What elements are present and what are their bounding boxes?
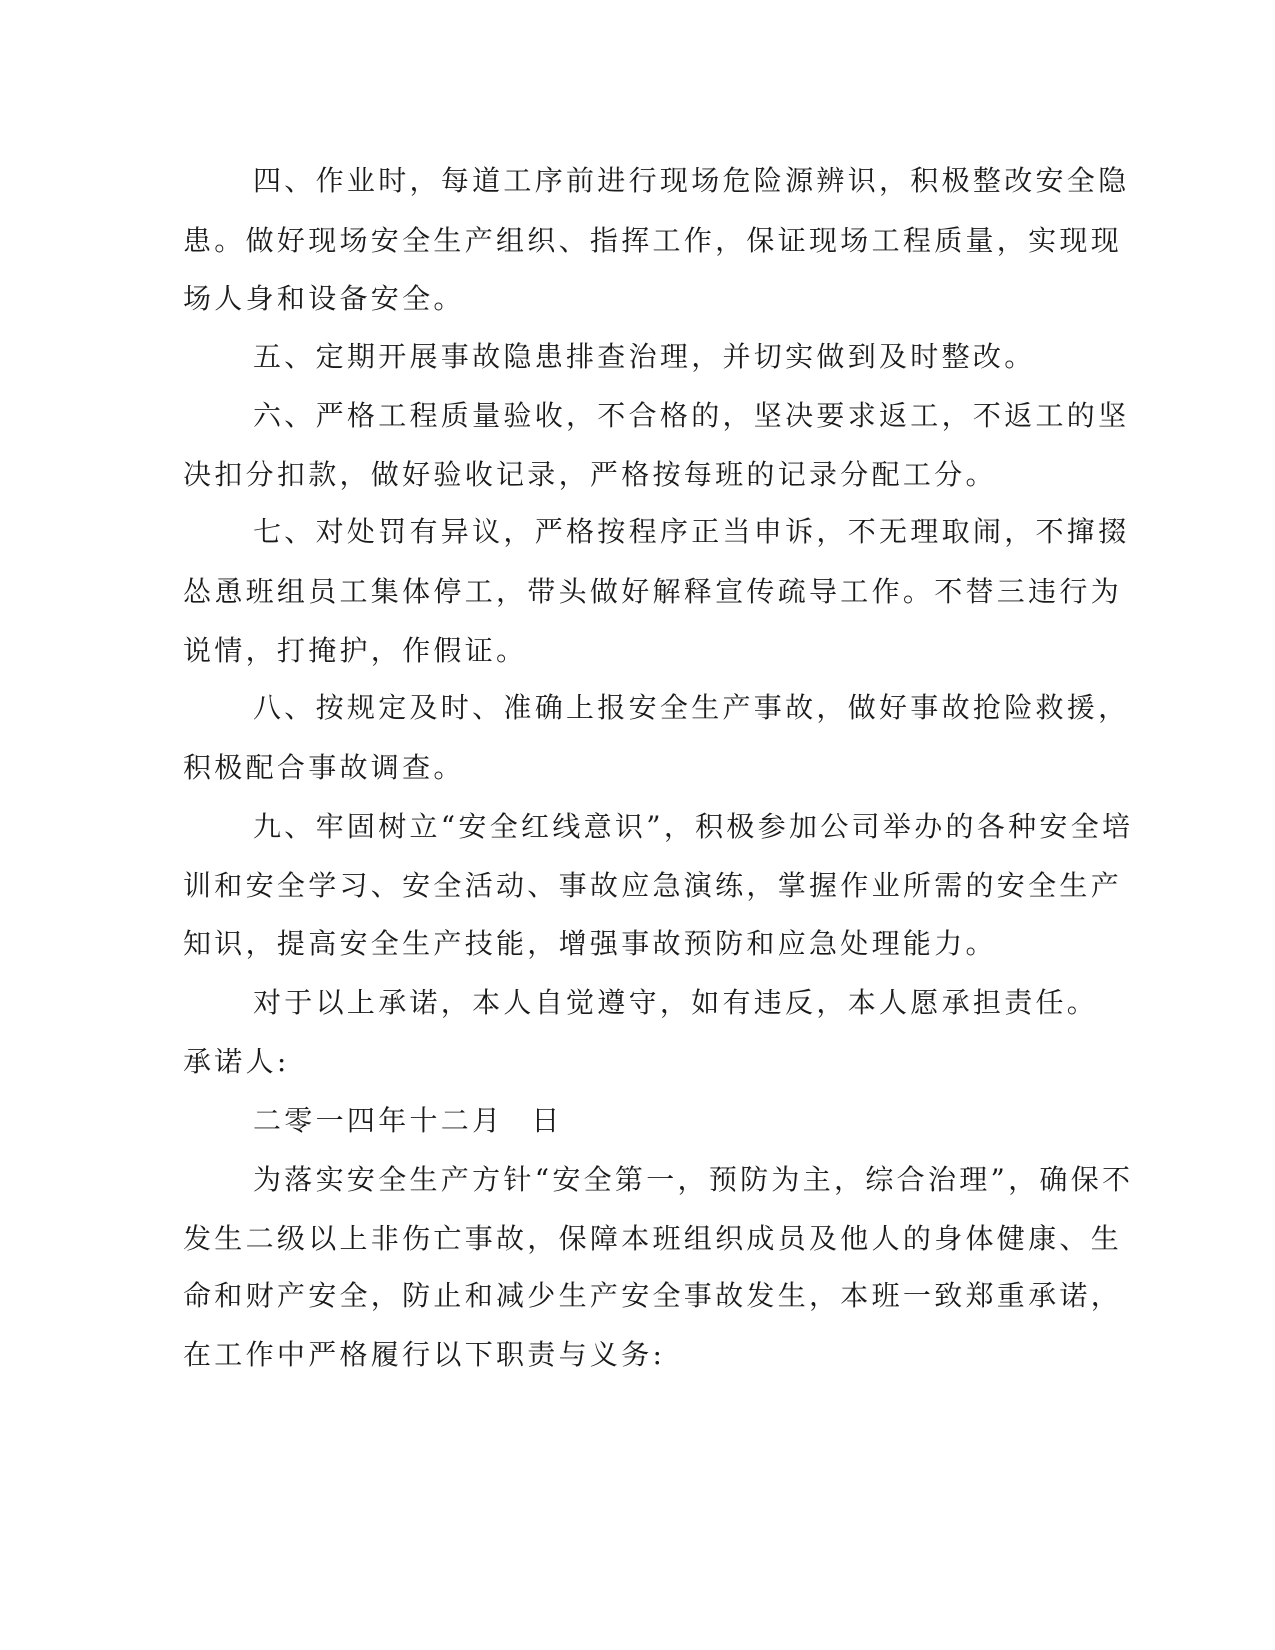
item7-line-1: 七、对处罚有异议，严格按程序正当申诉，不无理取闹，不撺掇 [253,515,1130,548]
signer-label: 承诺人: [183,1045,290,1078]
item4-line-2: 患。做好现场安全生产组织、指挥工作，保证现场工程质量，实现现 [183,224,1123,257]
intro-line-3: 命和财产安全，防止和减少生产安全事故发生，本班一致郑重承诺， [183,1279,1123,1312]
item9-line-1: 九、牢固树立“安全红线意识”，积极参加公司举办的各种安全培 [253,810,1134,843]
signing-date-day: 日 [531,1104,563,1137]
signing-date-month: 二零一四年十二月 [253,1104,504,1137]
item5-line-1: 五、定期开展事故隐患排查治理，并切实做到及时整改。 [253,340,1036,373]
intro-line-2: 发生二级以上非伤亡事故，保障本班组织成员及他人的身体健康、生 [183,1222,1123,1255]
intro-line-1: 为落实安全生产方针“安全第一，预防为主，综合治理”，确保不 [253,1163,1134,1196]
item4-line-3: 场人身和设备安全。 [183,282,465,315]
item8-line-2: 积极配合事故调查。 [183,751,465,784]
item9-line-2: 训和安全学习、安全活动、事故应急演练，掌握作业所需的安全生产 [183,869,1123,902]
intro-line-4: 在工作中严格履行以下职责与义务: [183,1338,666,1371]
closing-statement: 对于以上承诺，本人自觉遵守，如有违反，本人愿承担责任。 [253,986,1099,1019]
item7-line-2: 怂恿班组员工集体停工，带头做好解释宣传疏导工作。不替三违行为 [183,575,1123,608]
item6-line-1: 六、严格工程质量验收，不合格的，坚决要求返工，不返工的坚 [253,399,1130,432]
item6-line-2: 决扣分扣款，做好验收记录，严格按每班的记录分配工分。 [183,458,997,491]
item4-line-1: 四、作业时，每道工序前进行现场危险源辨识，积极整改安全隐 [253,164,1130,197]
signing-date [253,1101,1143,1141]
item8-line-1: 八、按规定及时、准确上报安全生产事故，做好事故抢险救援， [253,691,1130,724]
item9-line-3: 知识，提高安全生产技能，增强事故预防和应急处理能力。 [183,927,997,960]
item7-line-3: 说情，打掩护，作假证。 [183,634,528,667]
